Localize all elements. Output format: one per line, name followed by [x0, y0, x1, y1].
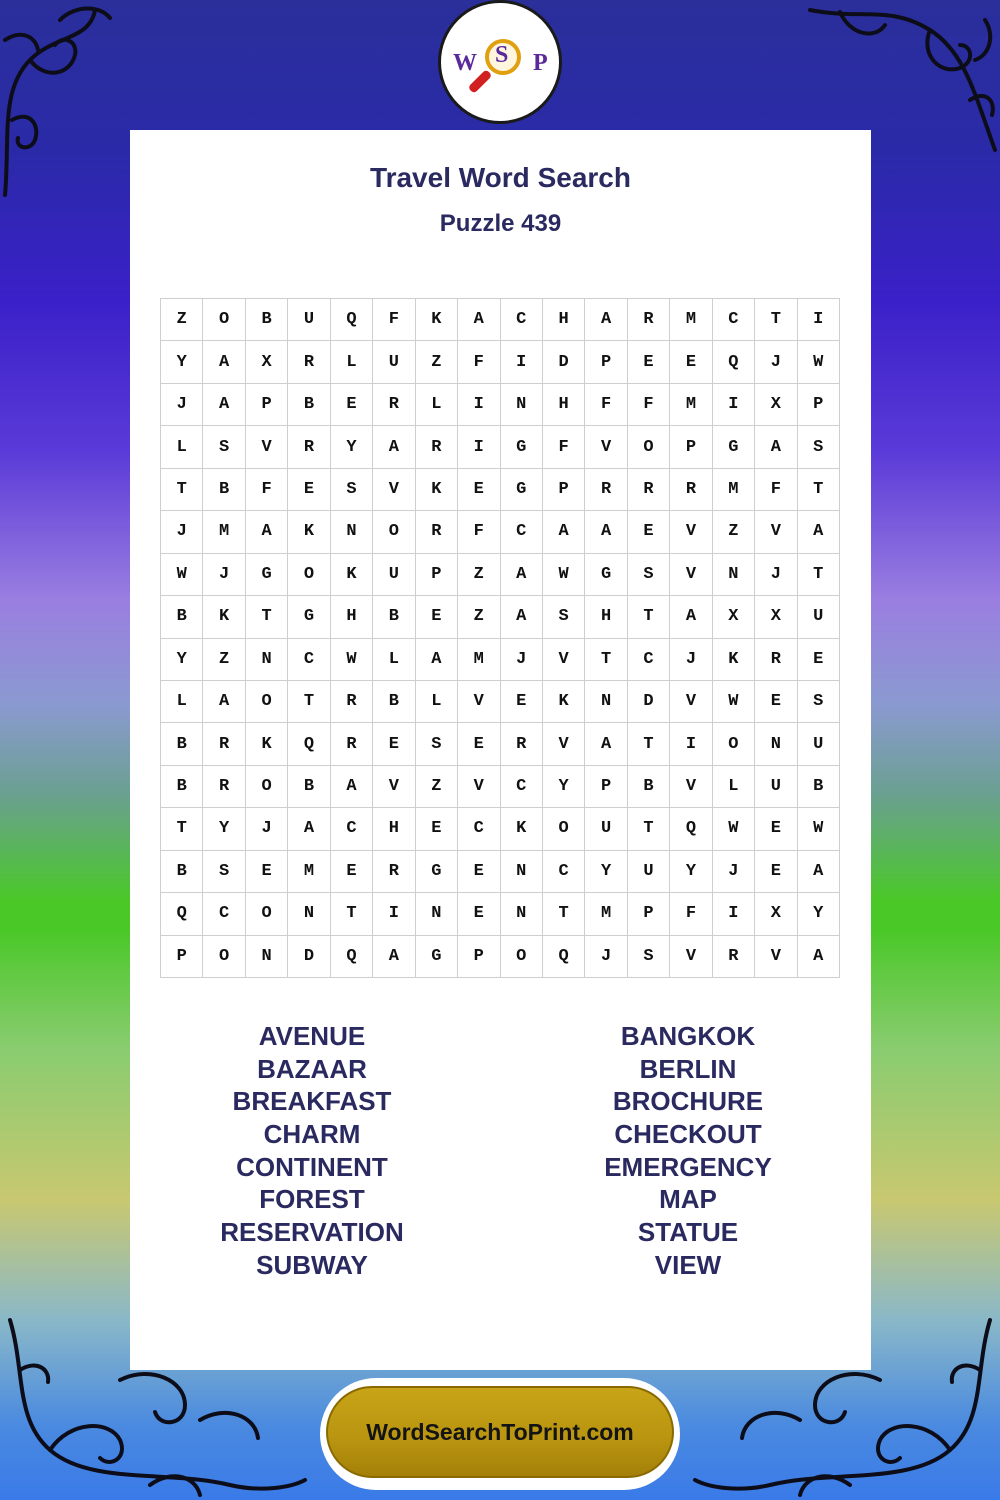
grid-cell[interactable]: E — [755, 681, 797, 723]
grid-cell[interactable]: V — [670, 511, 712, 553]
grid-cell[interactable]: H — [331, 596, 373, 638]
grid-cell[interactable]: T — [798, 554, 840, 596]
grid-cell[interactable]: Y — [670, 851, 712, 893]
grid-cell[interactable]: U — [373, 554, 415, 596]
grid-cell[interactable]: V — [458, 681, 500, 723]
grid-cell[interactable]: Q — [670, 808, 712, 850]
grid-cell[interactable]: A — [798, 936, 840, 978]
word-list-item: RESERVATION — [220, 1217, 404, 1248]
grid-cell[interactable]: O — [246, 681, 288, 723]
grid-cell[interactable]: O — [246, 893, 288, 935]
grid-cell[interactable]: A — [585, 723, 627, 765]
grid-cell[interactable]: J — [161, 384, 203, 426]
grid-cell[interactable]: J — [755, 341, 797, 383]
grid-cell[interactable]: N — [585, 681, 627, 723]
grid-cell[interactable]: A — [246, 511, 288, 553]
grid-cell[interactable]: I — [713, 893, 755, 935]
grid-cell[interactable]: I — [458, 384, 500, 426]
grid-cell[interactable]: W — [543, 554, 585, 596]
grid-cell[interactable]: N — [246, 936, 288, 978]
grid-cell[interactable]: A — [501, 596, 543, 638]
grid-cell[interactable]: B — [161, 723, 203, 765]
grid-cell[interactable]: R — [628, 469, 670, 511]
grid-cell[interactable]: V — [755, 511, 797, 553]
grid-cell[interactable]: Z — [203, 639, 245, 681]
grid-cell[interactable]: P — [628, 893, 670, 935]
grid-cell[interactable]: H — [585, 596, 627, 638]
grid-cell[interactable]: X — [246, 341, 288, 383]
grid-cell[interactable]: B — [161, 766, 203, 808]
grid-cell[interactable]: L — [161, 681, 203, 723]
grid-cell[interactable]: V — [246, 426, 288, 468]
grid-cell[interactable]: N — [501, 851, 543, 893]
grid-cell[interactable]: T — [331, 893, 373, 935]
grid-cell[interactable]: O — [203, 936, 245, 978]
grid-cell[interactable]: B — [246, 299, 288, 341]
grid-cell[interactable]: J — [585, 936, 627, 978]
grid-cell[interactable]: C — [458, 808, 500, 850]
grid-cell[interactable]: A — [288, 808, 330, 850]
grid-cell[interactable]: A — [458, 299, 500, 341]
grid-cell[interactable]: N — [416, 893, 458, 935]
grid-cell[interactable]: R — [713, 936, 755, 978]
grid-cell[interactable]: R — [416, 511, 458, 553]
grid-cell[interactable]: Y — [161, 639, 203, 681]
grid-cell[interactable]: L — [416, 681, 458, 723]
grid-cell[interactable]: H — [543, 299, 585, 341]
grid-cell[interactable]: X — [755, 596, 797, 638]
grid-cell[interactable]: E — [458, 469, 500, 511]
grid-cell[interactable]: V — [458, 766, 500, 808]
grid-cell[interactable]: P — [585, 341, 627, 383]
grid-cell[interactable]: Z — [458, 596, 500, 638]
grid-cell[interactable]: A — [798, 851, 840, 893]
grid-cell[interactable]: C — [501, 766, 543, 808]
grid-cell[interactable]: V — [373, 469, 415, 511]
grid-cell[interactable]: G — [501, 426, 543, 468]
grid-cell[interactable]: U — [585, 808, 627, 850]
grid-cell[interactable]: S — [798, 426, 840, 468]
grid-cell[interactable]: X — [755, 384, 797, 426]
grid-cell[interactable]: E — [458, 893, 500, 935]
grid-cell[interactable]: B — [373, 681, 415, 723]
grid-cell[interactable]: L — [713, 766, 755, 808]
grid-cell[interactable]: H — [373, 808, 415, 850]
grid-cell[interactable]: D — [543, 341, 585, 383]
grid-cell[interactable]: F — [628, 384, 670, 426]
grid-cell[interactable]: F — [373, 299, 415, 341]
grid-cell[interactable]: N — [331, 511, 373, 553]
grid-cell[interactable]: T — [585, 639, 627, 681]
grid-cell[interactable]: C — [501, 299, 543, 341]
grid-cell[interactable]: O — [203, 299, 245, 341]
grid-cell[interactable]: V — [670, 766, 712, 808]
grid-cell[interactable]: O — [373, 511, 415, 553]
grid-cell[interactable]: I — [501, 341, 543, 383]
grid-cell[interactable]: T — [543, 893, 585, 935]
grid-cell[interactable]: B — [288, 766, 330, 808]
word-list-item: BANGKOK — [620, 1021, 756, 1051]
grid-cell[interactable]: K — [543, 681, 585, 723]
logo-letter-w: W — [453, 50, 477, 76]
grid-cell[interactable]: K — [501, 808, 543, 850]
grid-cell[interactable]: F — [543, 426, 585, 468]
grid-cell[interactable]: T — [628, 723, 670, 765]
grid-cell[interactable]: Q — [331, 936, 373, 978]
grid-cell[interactable]: B — [373, 596, 415, 638]
grid-cell[interactable]: N — [246, 639, 288, 681]
letter-grid[interactable] — [160, 298, 840, 978]
grid-cell[interactable]: T — [288, 681, 330, 723]
word-list-item: BREAKFAST — [232, 1086, 392, 1117]
grid-cell[interactable]: A — [416, 639, 458, 681]
grid-cell[interactable]: Z — [713, 511, 755, 553]
grid-cell[interactable]: Q — [331, 299, 373, 341]
grid-cell[interactable]: L — [161, 426, 203, 468]
grid-cell[interactable]: O — [713, 723, 755, 765]
grid-cell[interactable]: Y — [161, 341, 203, 383]
grid-cell[interactable]: V — [543, 639, 585, 681]
grid-cell[interactable]: V — [373, 766, 415, 808]
grid-cell[interactable]: T — [755, 299, 797, 341]
grid-cell[interactable]: D — [288, 936, 330, 978]
grid-cell[interactable]: W — [713, 808, 755, 850]
grid-cell[interactable]: S — [798, 681, 840, 723]
grid-cell[interactable]: M — [670, 384, 712, 426]
grid-cell[interactable]: C — [713, 299, 755, 341]
site-logo[interactable] — [438, 0, 562, 124]
grid-cell[interactable]: Q — [161, 893, 203, 935]
grid-cell[interactable]: W — [798, 341, 840, 383]
grid-cell[interactable]: Y — [543, 766, 585, 808]
grid-cell[interactable]: I — [798, 299, 840, 341]
grid-cell[interactable]: T — [628, 808, 670, 850]
grid-cell[interactable]: T — [161, 808, 203, 850]
grid-cell[interactable]: E — [755, 808, 797, 850]
grid-cell[interactable]: R — [203, 723, 245, 765]
grid-cell[interactable]: X — [755, 893, 797, 935]
grid-cell[interactable]: D — [628, 681, 670, 723]
grid-cell[interactable]: U — [628, 851, 670, 893]
grid-cell[interactable]: T — [161, 469, 203, 511]
grid-cell[interactable]: V — [670, 554, 712, 596]
grid-cell[interactable]: R — [501, 723, 543, 765]
grid-cell[interactable]: R — [416, 426, 458, 468]
word-list-item: BAZAAR — [257, 1053, 367, 1084]
grid-cell[interactable]: K — [713, 639, 755, 681]
grid-cell[interactable]: E — [670, 341, 712, 383]
grid-cell[interactable]: A — [331, 766, 373, 808]
grid-cell[interactable]: V — [543, 723, 585, 765]
grid-cell[interactable]: M — [670, 299, 712, 341]
grid-cell[interactable]: P — [585, 766, 627, 808]
grid-cell[interactable]: Z — [416, 766, 458, 808]
grid-cell[interactable]: P — [161, 936, 203, 978]
grid-cell[interactable]: C — [501, 511, 543, 553]
grid-cell[interactable]: E — [628, 511, 670, 553]
grid-cell[interactable]: M — [585, 893, 627, 935]
grid-cell[interactable]: N — [501, 384, 543, 426]
grid-cell[interactable]: E — [501, 681, 543, 723]
grid-cell[interactable]: V — [755, 936, 797, 978]
word-list-item: FOREST — [259, 1184, 365, 1215]
grid-cell[interactable]: J — [501, 639, 543, 681]
word-list-item: VIEW — [654, 1249, 722, 1280]
grid-cell[interactable]: Q — [288, 723, 330, 765]
grid-cell[interactable]: T — [628, 596, 670, 638]
grid-cell[interactable]: K — [416, 469, 458, 511]
grid-cell[interactable]: Y — [331, 426, 373, 468]
grid-cell[interactable]: S — [203, 426, 245, 468]
grid-cell[interactable]: Q — [543, 936, 585, 978]
grid-cell[interactable]: M — [458, 639, 500, 681]
grid-cell[interactable]: C — [288, 639, 330, 681]
grid-cell[interactable]: G — [713, 426, 755, 468]
grid-cell[interactable]: E — [373, 723, 415, 765]
word-list-item: SUBWAY — [256, 1249, 368, 1280]
grid-cell[interactable]: E — [628, 341, 670, 383]
corner-ornament-top-left — [0, 0, 130, 200]
grid-cell[interactable]: N — [288, 893, 330, 935]
grid-cell[interactable]: A — [373, 426, 415, 468]
grid-cell[interactable]: W — [161, 554, 203, 596]
grid-cell[interactable]: J — [161, 511, 203, 553]
grid-cell[interactable]: G — [501, 469, 543, 511]
grid-cell[interactable]: O — [246, 766, 288, 808]
grid-cell[interactable]: M — [203, 511, 245, 553]
grid-cell[interactable]: F — [755, 469, 797, 511]
grid-cell[interactable]: N — [501, 893, 543, 935]
grid-cell[interactable]: R — [585, 469, 627, 511]
grid-cell[interactable]: A — [501, 554, 543, 596]
grid-cell[interactable]: G — [246, 554, 288, 596]
logo-letter-p: P — [533, 50, 548, 76]
grid-cell[interactable]: P — [246, 384, 288, 426]
grid-cell[interactable]: C — [628, 639, 670, 681]
grid-cell[interactable]: G — [416, 936, 458, 978]
grid-cell[interactable]: E — [288, 469, 330, 511]
grid-cell[interactable]: R — [331, 723, 373, 765]
grid-cell[interactable]: K — [288, 511, 330, 553]
grid-cell[interactable]: V — [585, 426, 627, 468]
grid-cell[interactable]: B — [161, 596, 203, 638]
page-title: Travel Word Search — [370, 162, 631, 193]
grid-cell[interactable]: K — [416, 299, 458, 341]
grid-cell[interactable]: A — [585, 299, 627, 341]
grid-cell[interactable]: C — [543, 851, 585, 893]
grid-cell[interactable]: F — [246, 469, 288, 511]
grid-cell[interactable]: J — [755, 554, 797, 596]
grid-cell[interactable]: L — [416, 384, 458, 426]
grid-cell[interactable]: A — [755, 426, 797, 468]
grid-cell[interactable]: A — [543, 511, 585, 553]
grid-cell[interactable]: A — [203, 341, 245, 383]
grid-cell[interactable]: C — [203, 893, 245, 935]
grid-cell[interactable]: A — [203, 681, 245, 723]
grid-cell[interactable]: S — [416, 723, 458, 765]
grid-cell[interactable]: I — [458, 426, 500, 468]
grid-cell[interactable]: L — [373, 639, 415, 681]
grid-cell[interactable]: E — [416, 596, 458, 638]
grid-cell[interactable]: L — [331, 341, 373, 383]
grid-cell[interactable]: R — [288, 341, 330, 383]
word-list-item: BROCHURE — [612, 1086, 764, 1117]
grid-cell[interactable]: R — [288, 426, 330, 468]
grid-cell[interactable]: O — [543, 808, 585, 850]
grid-cell[interactable]: A — [585, 511, 627, 553]
grid-cell[interactable]: Z — [416, 341, 458, 383]
grid-cell[interactable]: S — [628, 554, 670, 596]
grid-cell[interactable]: P — [416, 554, 458, 596]
grid-cell[interactable]: B — [203, 469, 245, 511]
grid-cell[interactable]: P — [543, 469, 585, 511]
word-list-item: MAP — [659, 1184, 717, 1215]
grid-cell[interactable]: H — [543, 384, 585, 426]
website-label: WordSearchToPrint.com — [366, 1418, 634, 1445]
grid-cell[interactable]: Y — [203, 808, 245, 850]
word-list-item: BERLIN — [639, 1053, 737, 1084]
grid-cell[interactable]: I — [713, 384, 755, 426]
grid-cell[interactable]: J — [246, 808, 288, 850]
grid-cell[interactable]: A — [798, 511, 840, 553]
grid-cell[interactable]: R — [628, 299, 670, 341]
grid-cell[interactable]: M — [713, 469, 755, 511]
grid-cell[interactable]: A — [203, 384, 245, 426]
grid-cell[interactable]: S — [628, 936, 670, 978]
grid-cell[interactable]: Y — [585, 851, 627, 893]
grid-cell[interactable]: B — [288, 384, 330, 426]
grid-cell[interactable]: B — [161, 851, 203, 893]
grid-cell[interactable]: K — [331, 554, 373, 596]
word-list-item: EMERGENCY — [604, 1151, 772, 1182]
grid-cell[interactable]: Z — [458, 554, 500, 596]
puzzle-number: Puzzle 439 — [439, 210, 562, 237]
website-button[interactable] — [326, 1386, 674, 1478]
grid-cell[interactable]: K — [246, 723, 288, 765]
grid-cell[interactable]: N — [713, 554, 755, 596]
grid-cell[interactable]: R — [670, 469, 712, 511]
grid-cell[interactable]: B — [798, 766, 840, 808]
grid-cell[interactable]: T — [246, 596, 288, 638]
word-list-item: CHARM — [263, 1119, 361, 1150]
grid-cell[interactable]: V — [670, 936, 712, 978]
grid-cell[interactable]: W — [331, 639, 373, 681]
grid-cell[interactable]: F — [458, 341, 500, 383]
grid-cell[interactable]: E — [755, 851, 797, 893]
grid-cell[interactable]: E — [458, 851, 500, 893]
grid-cell[interactable]: R — [373, 851, 415, 893]
grid-cell[interactable]: B — [628, 766, 670, 808]
grid-cell[interactable]: G — [416, 851, 458, 893]
grid-cell[interactable]: M — [288, 851, 330, 893]
grid-cell[interactable]: I — [373, 893, 415, 935]
word-list-item: CONTINENT — [236, 1151, 388, 1182]
grid-cell[interactable]: W — [713, 681, 755, 723]
grid-cell[interactable]: J — [203, 554, 245, 596]
grid-cell[interactable]: U — [373, 341, 415, 383]
grid-cell[interactable]: Z — [161, 299, 203, 341]
word-list-left — [162, 1020, 462, 1282]
grid-cell[interactable]: E — [246, 851, 288, 893]
grid-cell[interactable]: W — [798, 808, 840, 850]
grid-cell[interactable]: F — [458, 511, 500, 553]
grid-cell[interactable]: E — [331, 851, 373, 893]
grid-cell[interactable]: C — [331, 808, 373, 850]
grid-cell[interactable]: S — [543, 596, 585, 638]
grid-cell[interactable]: S — [203, 851, 245, 893]
grid-cell[interactable]: A — [373, 936, 415, 978]
grid-cell[interactable]: V — [670, 681, 712, 723]
logo-letter-s: S — [495, 42, 509, 68]
grid-cell[interactable]: I — [670, 723, 712, 765]
grid-cell[interactable]: U — [755, 766, 797, 808]
grid-cell[interactable]: U — [288, 299, 330, 341]
grid-cell[interactable]: O — [628, 426, 670, 468]
grid-cell[interactable]: R — [331, 681, 373, 723]
grid-cell[interactable]: Y — [798, 893, 840, 935]
grid-cell[interactable]: N — [755, 723, 797, 765]
word-list-item: AVENUE — [258, 1021, 366, 1051]
grid-cell[interactable]: S — [331, 469, 373, 511]
grid-cell[interactable]: F — [585, 384, 627, 426]
grid-cell[interactable]: X — [713, 596, 755, 638]
grid-cell[interactable]: E — [458, 723, 500, 765]
grid-cell[interactable]: J — [713, 851, 755, 893]
grid-cell[interactable]: P — [798, 384, 840, 426]
grid-cell[interactable]: U — [798, 596, 840, 638]
grid-cell[interactable]: A — [670, 596, 712, 638]
word-list-item: CHECKOUT — [614, 1119, 762, 1150]
grid-cell[interactable]: K — [203, 596, 245, 638]
grid-cell[interactable]: E — [798, 639, 840, 681]
grid-cell[interactable]: R — [373, 384, 415, 426]
grid-cell[interactable]: G — [585, 554, 627, 596]
word-list-right — [538, 1020, 838, 1282]
grid-cell[interactable]: U — [798, 723, 840, 765]
grid-cell[interactable]: O — [288, 554, 330, 596]
grid-cell[interactable]: P — [670, 426, 712, 468]
grid-cell[interactable]: G — [288, 596, 330, 638]
word-list-item: STATUE — [637, 1217, 739, 1248]
grid-cell[interactable]: J — [670, 639, 712, 681]
grid-cell[interactable]: Q — [713, 341, 755, 383]
grid-cell[interactable]: E — [331, 384, 373, 426]
grid-cell[interactable]: P — [458, 936, 500, 978]
grid-cell[interactable]: T — [798, 469, 840, 511]
grid-cell[interactable]: O — [501, 936, 543, 978]
grid-cell[interactable]: R — [755, 639, 797, 681]
grid-cell[interactable]: R — [203, 766, 245, 808]
grid-cell[interactable]: E — [416, 808, 458, 850]
grid-cell[interactable]: F — [670, 893, 712, 935]
